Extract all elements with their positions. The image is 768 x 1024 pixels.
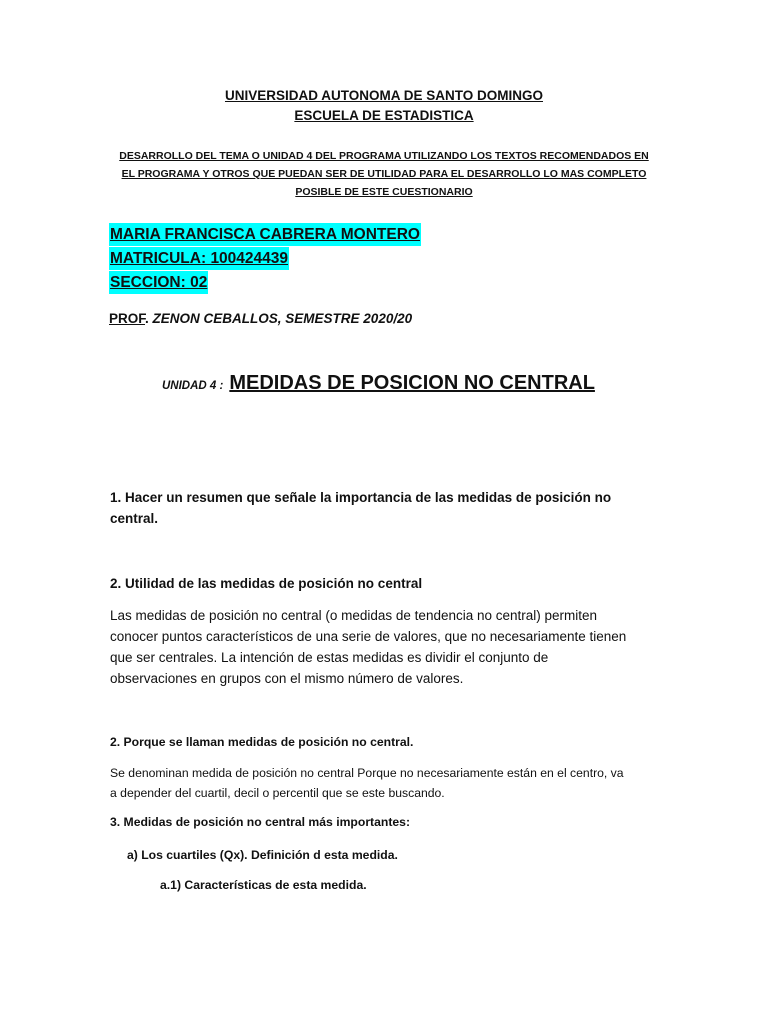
student-seccion: SECCION: 02	[109, 271, 208, 294]
subtitle-line-1: DESARROLLO DEL TEMA O UNIDAD 4 DEL PROGRAMA UTILIZANDO LOS TEXTOS RECOMENDADOS EN	[119, 150, 649, 162]
professor-line	[109, 311, 412, 326]
question-2b-heading-text: 2. Porque se llaman medidas de posición no central.	[110, 735, 414, 749]
student-name: MARIA FRANCISCA CABRERA MONTERO	[109, 223, 421, 246]
prof-text: ZENON CEBALLOS, SEMESTRE 2020/20	[148, 311, 413, 326]
question-2b-heading	[110, 732, 670, 752]
answer-line: Se denominan medida de posición no central Porque no necesariamente están en el centro, va	[110, 766, 624, 780]
question-1-line: 1. Hacer un resumen que señale la importancia de las medidas de posición no	[110, 490, 612, 505]
answer-line: observaciones en grupos con el mismo número de valores.	[110, 671, 464, 686]
student-matricula: MATRICULA: 100424439	[109, 247, 289, 270]
question-1-line: central.	[110, 511, 159, 526]
question-3-heading-text: 3. Medidas de posición no central más importantes:	[110, 815, 411, 829]
item-a-text: a) Los cuartiles (Qx). Definición d esta medida.	[127, 848, 398, 862]
question-1	[110, 487, 670, 529]
prof-dot: .	[145, 311, 149, 326]
question-3-item-a	[127, 845, 687, 865]
subtitle-line-2: EL PROGRAMA Y OTROS QUE PUEDAN SER DE UTILIDAD PARA EL DESARROLLO LO MAS COMPLETO	[121, 168, 647, 180]
answer-line: conocer puntos característicos de una serie de valores, que no necesariamente tienen	[110, 629, 627, 644]
question-2-heading-text: 2. Utilidad de las medidas de posición no central	[110, 576, 423, 591]
item-a1-text: a.1) Características de esta medida.	[160, 878, 367, 892]
unit-label: UNIDAD 4 :	[162, 380, 224, 392]
answer-line: a depender del cuartil, decil o percentil que se este buscando.	[110, 786, 445, 800]
prof-label: PROF	[109, 311, 146, 326]
school-title: ESCUELA DE ESTADISTICA	[294, 108, 474, 123]
answer-line: que ser centrales. La intención de estas medidas es dividir el conjunto de	[110, 650, 549, 665]
question-2-heading	[110, 573, 670, 594]
question-2-answer	[110, 605, 670, 689]
question-2b-answer	[110, 763, 670, 803]
university-title: UNIVERSIDAD AUTONOMA DE SANTO DOMINGO	[224, 88, 543, 103]
subtitle-line-3: POSIBLE DE ESTE CUESTIONARIO	[295, 186, 473, 198]
answer-line: Las medidas de posición no central (o medidas de tendencia no central) permiten	[110, 608, 598, 623]
unit-title: MEDIDAS DE POSICION NO CENTRAL	[229, 372, 595, 394]
unit-heading	[162, 372, 595, 395]
question-3-heading	[110, 812, 670, 832]
question-3-item-a1	[160, 875, 720, 895]
